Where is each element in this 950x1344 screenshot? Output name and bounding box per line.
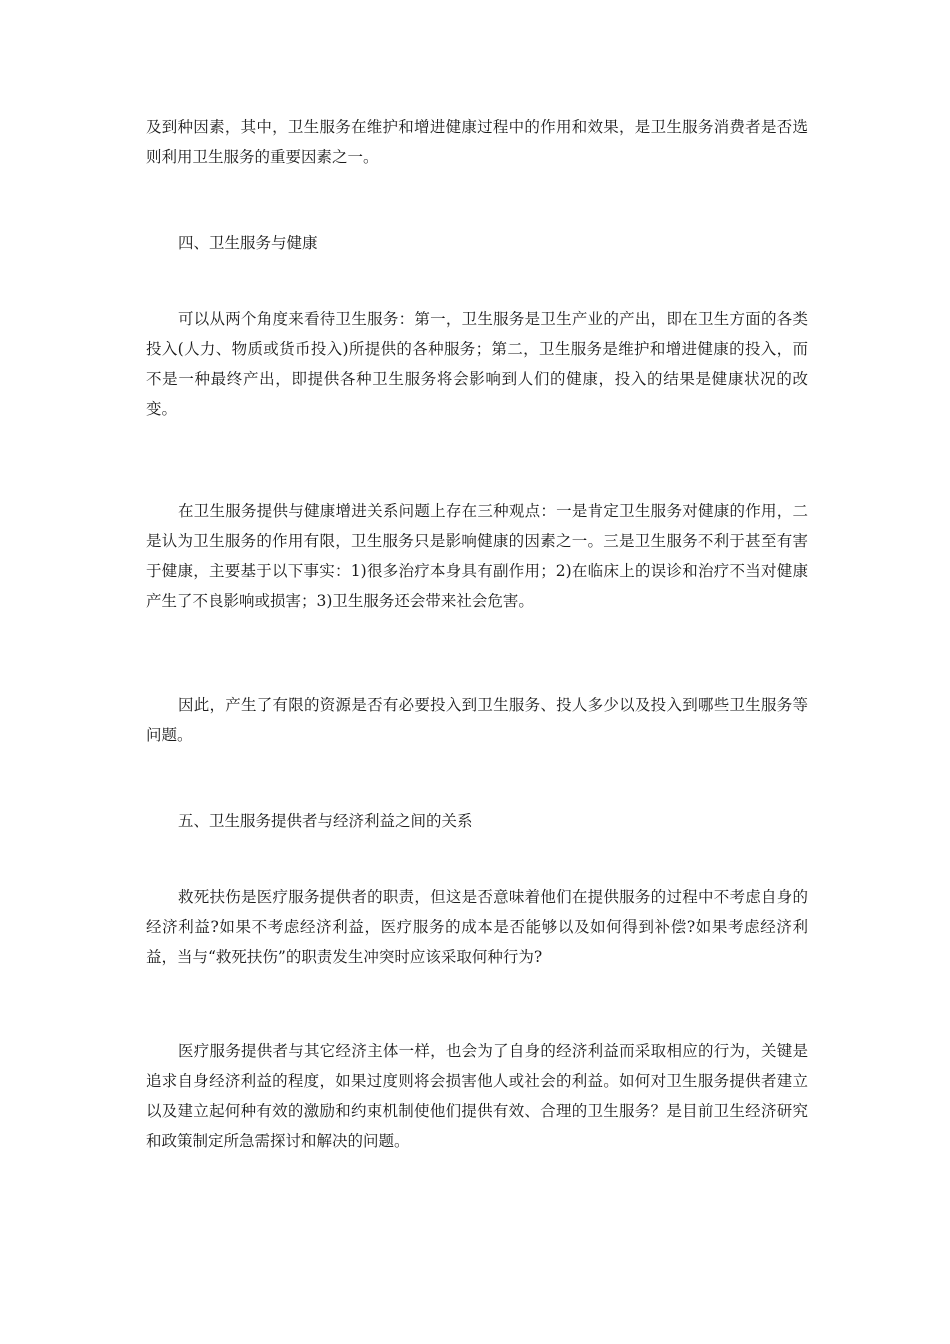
section-heading-4: 四、卫生服务与健康: [178, 234, 318, 252]
paragraph-two-angles: 可以从两个角度来看待卫生服务：第一，卫生服务是卫生产业的产出，即在卫生方面的各类投入(人力、物质或货币投入)所提供的各种服务；第二，卫生服务是维护和增进健康的投入，而不是一种最终产出，即提供各种卫生服务将会影响到人们的健康，投入的结果是健康状况的改变。: [146, 310, 808, 418]
paragraph-providers-interest: 医疗服务提供者与其它经济主体一样，也会为了自身的经济利益而采取相应的行为，关键是追求自身经济利益的程度，如果过度则将会损害他人或社会的利益。如何对卫生服务提供者建立以及建立起何种有效的激励和约束机制使他们提供有效、合理的卫生服务？是目前卫生经济研究和政策制定所急需探讨和解决的问题。: [146, 1042, 808, 1150]
paragraph-therefore: 因此，产生了有限的资源是否有必要投入到卫生服务、投人多少以及投入到哪些卫生服务等问题。: [146, 696, 808, 744]
paragraph-continuation: 及到种因素，其中，卫生服务在维护和增进健康过程中的作用和效果，是卫生服务消费者是否选则利用卫生服务的重要因素之一。: [146, 118, 808, 166]
section-heading-5: 五、卫生服务提供者与经济利益之间的关系: [178, 812, 473, 830]
paragraph-three-views: 在卫生服务提供与健康增进关系问题上存在三种观点：一是肯定卫生服务对健康的作用，二是认为卫生服务的作用有限，卫生服务只是影响健康的因素之一。三是卫生服务不利于甚至有害于健康，主要基于以下事实：1)很多治疗本身具有副作用；2)在临床上的误诊和治疗不当对健康产生了不良影响或损害；3)卫生服务还会带来社会危害。: [146, 502, 808, 610]
paragraph-rescue-duty: 救死扶伤是医疗服务提供者的职责，但这是否意味着他们在提供服务的过程中不考虑自身的经济利益?如果不考虑经济利益，医疗服务的成本是否能够以及如何得到补偿?如果考虑经济利益，当与“救死扶伤”的职责发生冲突时应该采取何种行为?: [146, 888, 808, 966]
